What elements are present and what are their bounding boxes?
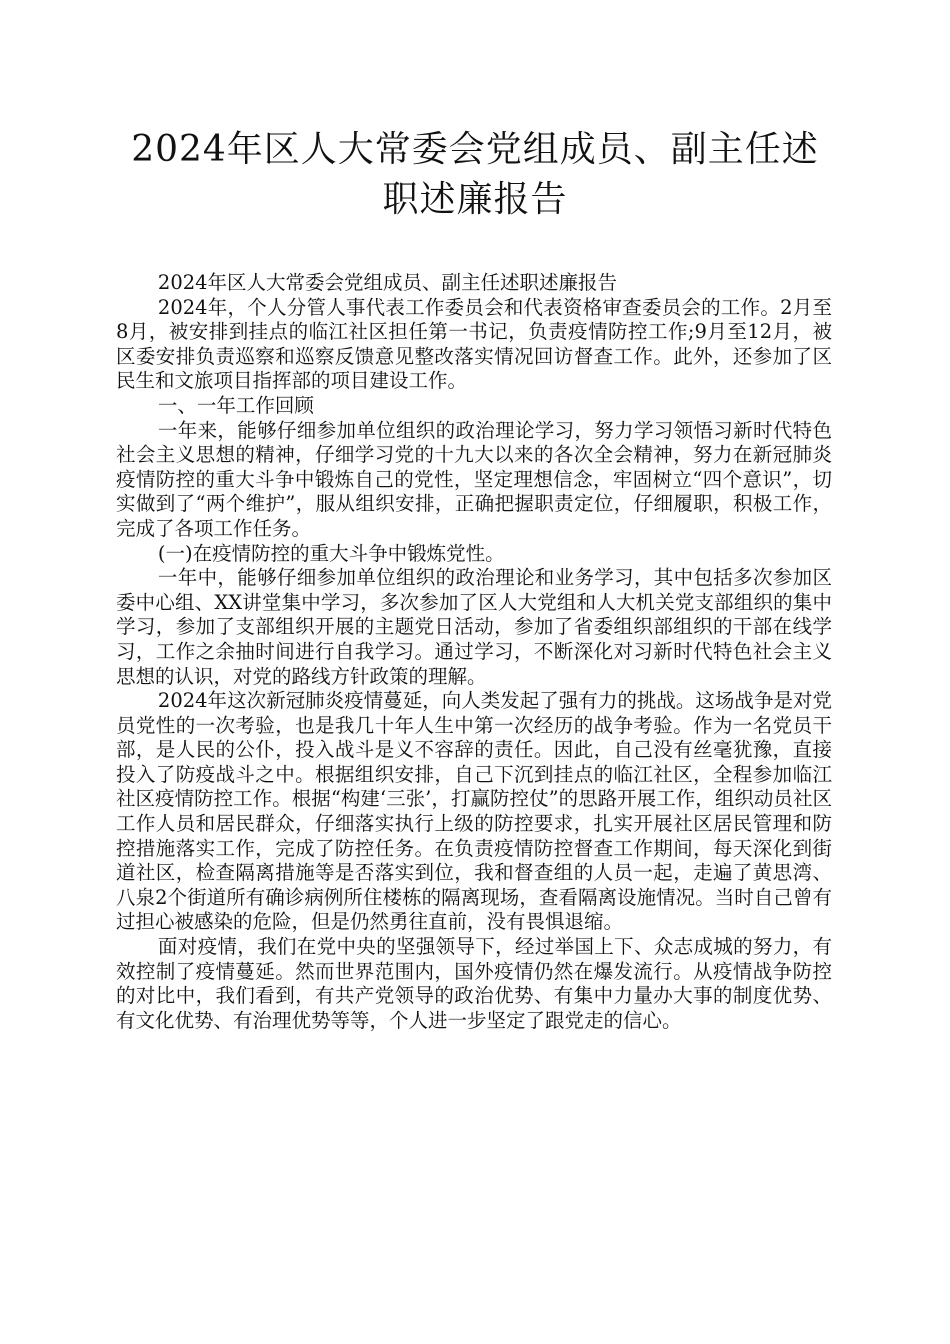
document-body	[116, 271, 832, 1033]
title-line-1: 2024年区人大常委会党组成员、副主任述	[131, 129, 819, 170]
paragraph-epidemic: 2024年这次新冠肺炎疫情蔓延，向人类发起了强有力的挑战。这场战争是对党员党性的一次考验，也是我几十年人生中第一次经历的战争考验。作为一名党员干部，是人民的公仆，投入战斗是义不容辞的责任。因此，自己没有丝毫犹豫，直接投入了防疫战斗之中。根据组织安排，自己下沉到挂点的临江社区，全程参加临江社区疫情防控工作。根据“构建‘三张’，打赢防控仗”的思路开展工作，组织动员社区工作人员和居民群众，仔细落实执行上级的防控要求，扎实开展社区居民管理和防控措施落实工作，完成了防控任务。在负责疫情防控督查工作期间，每天深化到街道社区，检查隔离措施等是否落实到位，我和督查组的人员一起，走遍了黄思湾、八泉2个街道所有确诊病例所住楼栋的隔离现场，查看隔离设施情况。当时自己曾有过担心被感染的危险，但是仍然勇往直前，没有畏惧退缩。	[116, 689, 832, 934]
paragraph-conclusion: 面对疫情，我们在党中央的坚强领导下，经过举国上下、众志成城的努力，有效控制了疫情蔓延。然而世界范围内，国外疫情仍然在爆发流行。从疫情战争防控的对比中，我们看到，有共产党领导的政治优势、有集中力量办大事的制度优势、有文化优势、有治理优势等等，个人进一步坚定了跟党走的信心。	[116, 935, 832, 1032]
paragraph-subtitle: 2024年区人大常委会党组成员、副主任述职述廉报告	[157, 271, 618, 294]
paragraph-intro: 2024年，个人分管人事代表工作委员会和代表资格审查委员会的工作。2月至8月，被安排到挂点的临江社区担任第一书记，负责疫情防控工作;9月至12月，被区委安排负责巡察和巡察反馈意见整改落实情况回访督查工作。此外，还参加了区民生和文旅项目指挥部的项目建设工作。	[116, 295, 832, 393]
document-title	[100, 125, 850, 225]
subsection-heading: (一)在疫情防控的重大斗争中锻炼党性。	[157, 541, 505, 565]
paragraph-overview: 一年来，能够仔细参加单位组织的政治理论学习，努力学习领悟习新时代特色社会主义思想的精神，仔细学习党的十九大以来的各次全会精神，努力在新冠肺炎疫情防控的重大斗争中锻炼自己的党性，坚定理想信念，牢固树立“四个意识”，切实做到了“两个维护”，服从组织安排，正确把握职责定位，仔细履职，积极工作，完成了各项工作任务。	[116, 418, 832, 540]
title-line-2: 职述廉报告	[382, 179, 568, 220]
paragraph-study: 一年中，能够仔细参加单位组织的政治理论和业务学习，其中包括多次参加区委中心组、XX讲堂集中学习，多次参加了区人大党组和人大机关党支部组织的集中学习，参加了支部组织开展的主题党日活动，参加了省委组织部组织的干部在线学习，工作之余抽时间进行自我学习。通过学习，不断深化对习新时代特色社会主义思想的认识，对党的路线方针政策的理解。	[116, 566, 832, 688]
section-heading: 一、一年工作回顾	[157, 393, 314, 417]
